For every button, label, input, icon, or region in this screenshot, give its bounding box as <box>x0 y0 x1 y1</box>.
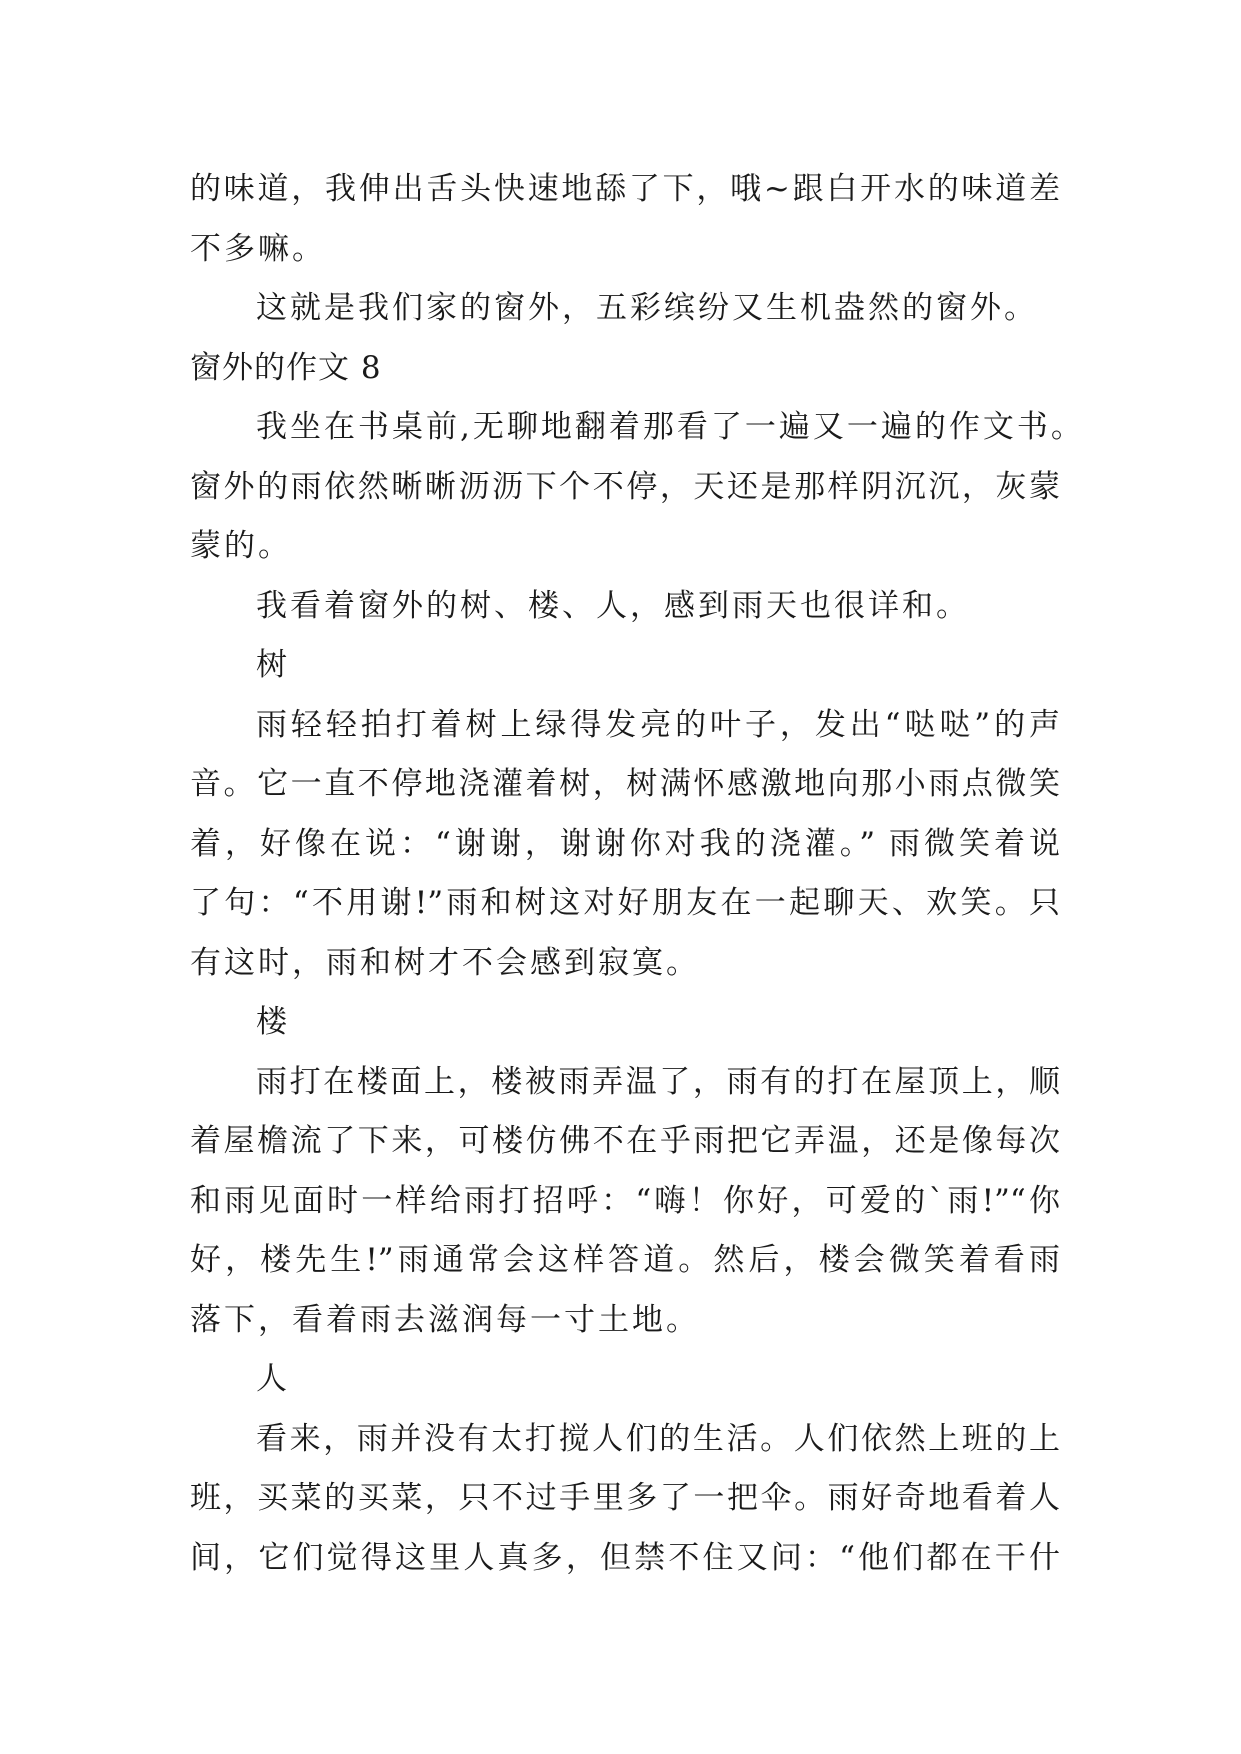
text-line: 有这时，雨和树才不会感到寂寞。 <box>190 944 700 981</box>
document-page <box>190 160 1085 1588</box>
text-line: 雨轻轻拍打着树上绿得发亮的叶子，发出“哒哒”的声 <box>256 706 1060 743</box>
text-line: 窗外的雨依然晰晰沥沥下个不停，天还是那样阴沉沉，灰蒙 <box>190 468 1060 505</box>
text-line: 我坐在书桌前,无聊地翻着那看了一遍又一遍的作文书。 <box>256 409 1085 445</box>
text-line: 和雨见面时一样给雨打招呼：“嗨！你好，可爱的`雨!”“你 <box>190 1182 1060 1219</box>
text-line: 音。它一直不停地浇灌着树，树满怀感激地向那小雨点微笑 <box>190 766 1060 802</box>
text-line: 着屋檐流了下来，可楼仿佛不在乎雨把它弄温，还是像每次 <box>190 1123 1060 1159</box>
text-line: 了句：“不用谢!”雨和树这对好朋友在一起聊天、欢笑。只 <box>190 885 1060 921</box>
text-line: 间，它们觉得这里人真多，但禁不住又问：“他们都在干什 <box>190 1539 1060 1576</box>
subheading-building: 楼 <box>256 1004 290 1040</box>
text-line: 着，好像在说：“谢谢，谢谢你对我的浇灌。” 雨微笑着说 <box>190 825 1060 862</box>
subheading-tree: 树 <box>256 647 290 683</box>
text-line: 好，楼先生!”雨通常会这样答道。然后，楼会微笑着看雨 <box>190 1242 1060 1278</box>
subheading-people: 人 <box>256 1361 290 1397</box>
text-line: 的味道，我伸出舌头快速地舔了下，哦~跟白开水的味道差 <box>190 171 1060 207</box>
text-line: 这就是我们家的窗外，五彩缤纷又生机盎然的窗外。 <box>256 290 1038 326</box>
text-line: 蒙的。 <box>190 528 292 564</box>
text-line: 落下，看着雨去滋润每一寸土地。 <box>190 1301 700 1338</box>
text-line: 班，买菜的买菜，只不过手里多了一把伞。雨好奇地看着人 <box>190 1480 1060 1516</box>
text-line: 我看着窗外的树、楼、人，感到雨天也很详和。 <box>256 587 970 624</box>
text-line: 不多嘛。 <box>190 230 326 267</box>
section-heading: 窗外的作文 8 <box>190 349 382 386</box>
text-line: 看来，雨并没有太打搅人们的生活。人们依然上班的上 <box>256 1420 1060 1457</box>
text-line: 雨打在楼面上，楼被雨弄温了，雨有的打在屋顶上，顺 <box>256 1063 1060 1100</box>
